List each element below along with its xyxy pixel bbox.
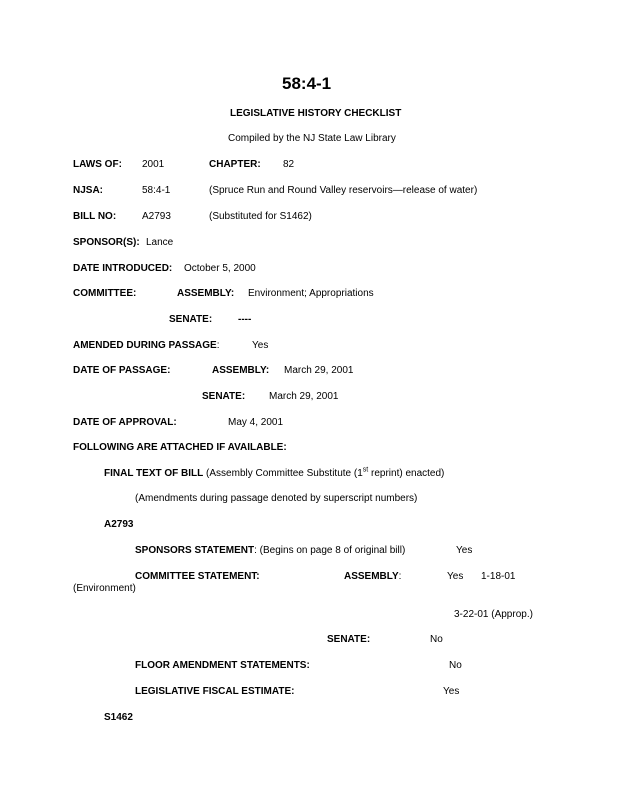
amendments-note: (Amendments during passage denoted by superscript numbers): [135, 493, 418, 504]
cs-senate-label: SENATE:: [327, 634, 371, 645]
njsa-value: 58:4-1: [142, 185, 171, 196]
cs-assembly-date1: 1-18-01: [481, 571, 516, 582]
committee-senate-value: ----: [238, 314, 252, 325]
committee-senate-label: SENATE:: [169, 314, 213, 325]
cs-assembly-committee1: (Environment): [73, 583, 136, 594]
floor-amendment-value: No: [449, 660, 462, 671]
floor-amendment-label: FLOOR AMENDMENT STATEMENTS:: [135, 660, 310, 671]
date-introduced-value: October 5, 2000: [184, 263, 256, 274]
compiled-by: Compiled by the NJ State Law Library: [228, 133, 396, 144]
final-text-pre: (Assembly Committee Substitute (1: [206, 468, 363, 479]
passage-assembly-value: March 29, 2001: [284, 365, 354, 376]
final-text-post: reprint) enacted): [368, 468, 445, 479]
date-passage-label: DATE OF PASSAGE:: [73, 365, 171, 376]
passage-assembly-label: ASSEMBLY:: [212, 365, 270, 376]
committee-label: COMMITTEE:: [73, 288, 137, 299]
fiscal-estimate-label: LEGISLATIVE FISCAL ESTIMATE:: [135, 686, 295, 697]
cs-assembly-label: ASSEMBLY:: [344, 571, 402, 582]
cs-assembly-date2: 3-22-01 (Approp.): [454, 609, 533, 620]
njsa-label: NJSA:: [73, 185, 104, 196]
passage-senate-label: SENATE:: [202, 391, 246, 402]
chapter-value: 82: [283, 159, 295, 170]
amended-value: Yes: [252, 340, 269, 351]
committee-assembly-label: ASSEMBLY:: [177, 288, 235, 299]
final-text-label: FINAL TEXT OF BILL: [104, 468, 204, 479]
bill-no-label: BILL NO:: [73, 211, 117, 222]
date-approval-value: May 4, 2001: [228, 417, 284, 428]
passage-senate-value: March 29, 2001: [269, 391, 339, 402]
cs-senate-value: No: [430, 634, 443, 645]
date-approval-label: DATE OF APPROVAL:: [73, 417, 177, 428]
s1462-label: S1462: [104, 712, 133, 723]
date-introduced-label: DATE INTRODUCED:: [73, 263, 173, 274]
bill-no-value: A2793: [142, 211, 171, 222]
laws-of-label: LAWS OF:: [73, 159, 122, 170]
a2793-label: A2793: [104, 519, 134, 530]
sponsors-label: SPONSOR(S):: [73, 237, 140, 248]
substituted-note: (Substituted for S1462): [209, 211, 312, 222]
sponsors-value: Lance: [146, 237, 174, 248]
laws-of-value: 2001: [142, 159, 165, 170]
amended-label: AMENDED DURING PASSAGE:: [73, 340, 220, 351]
final-text-row: [104, 468, 444, 480]
following-heading: FOLLOWING ARE ATTACHED IF AVAILABLE:: [73, 442, 287, 453]
committee-statement-label: COMMITTEE STATEMENT:: [135, 571, 260, 582]
committee-assembly-value: Environment; Appropriations: [248, 288, 374, 299]
fiscal-estimate-value: Yes: [443, 686, 460, 697]
checklist-heading: LEGISLATIVE HISTORY CHECKLIST: [230, 108, 402, 119]
sponsors-statement-value: Yes: [456, 545, 473, 556]
chapter-label: CHAPTER:: [209, 159, 261, 170]
sponsors-statement: SPONSORS STATEMENT: (Begins on page 8 of original bill): [135, 545, 406, 556]
njsa-description: (Spruce Run and Round Valley reservoirs—release of water): [209, 185, 478, 196]
cs-assembly-value: Yes: [447, 571, 464, 582]
page-title: 58:4-1: [282, 74, 332, 93]
final-text-sup: st: [362, 466, 369, 474]
